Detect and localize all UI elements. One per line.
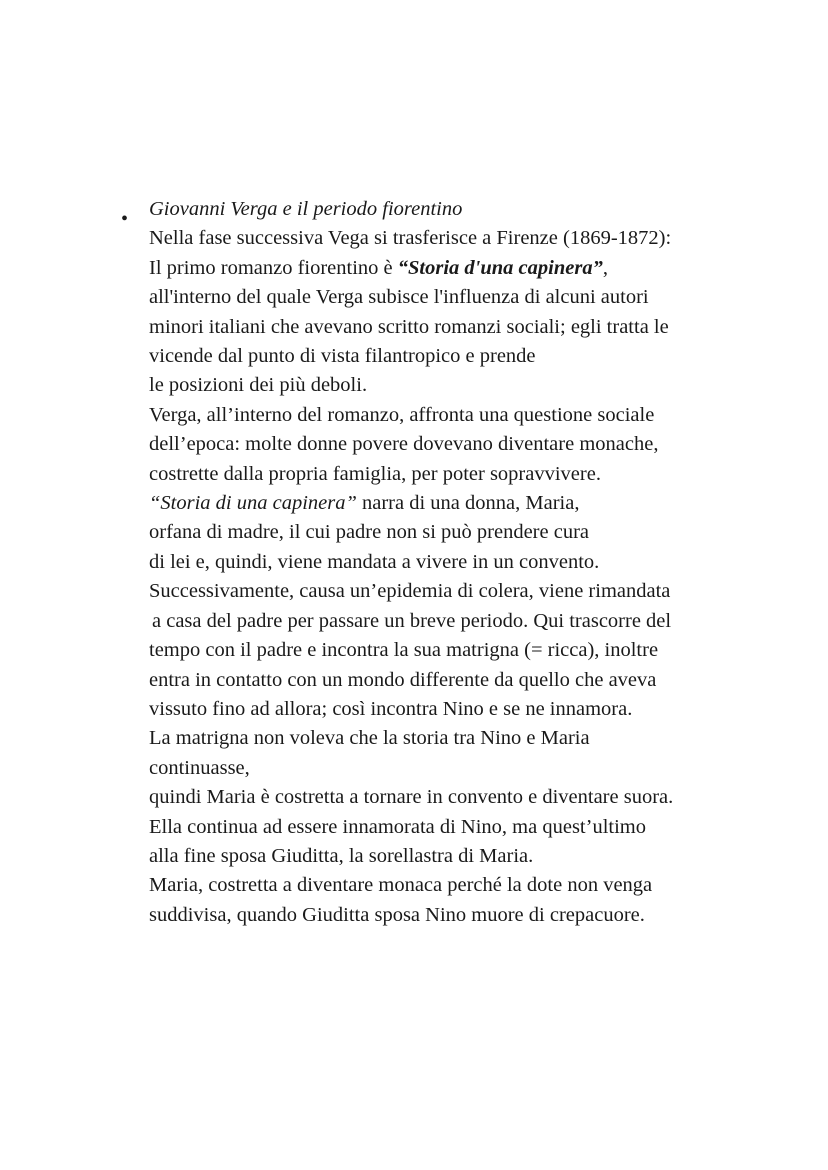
text-line: entra in contatto con un mondo differente da quello che aveva [149, 668, 657, 691]
text-line: orfana di madre, il cui padre non si può prendere cura [149, 521, 589, 544]
text-line: suddivisa, quando Giuditta sposa Nino muore di crepacuore. [149, 903, 645, 926]
text-line: vissuto fino ad allora; così incontra Nino e se ne innamora. [149, 697, 633, 720]
text-line: le posizioni dei più deboli. [149, 374, 368, 397]
bullet-marker: • [121, 208, 129, 230]
text-segment: Il primo romanzo fiorentino è [149, 256, 398, 279]
text-line: a casa del padre per passare un breve periodo. Qui trascorre del [152, 609, 672, 632]
text-line: minori italiani che avevano scritto romanzi sociali; egli tratta le [149, 315, 669, 338]
text-line: Maria, costretta a diventare monaca perché la dote non venga [149, 874, 653, 897]
text-line: continuasse, [149, 756, 250, 779]
text-line: dell’epoca: molte donne povere dovevano diventare monache, [149, 433, 659, 456]
text-line: all'interno del quale Verga subisce l'influenza di alcuni autori [149, 286, 649, 309]
text-line: Ella continua ad essere innamorata di Nino, ma quest’ultimo [149, 815, 646, 838]
novel-title: “Storia d'una capinera” [397, 256, 603, 279]
text-line: tempo con il padre e incontra la sua matrigna (= ricca), inoltre [149, 639, 659, 662]
text-line: quindi Maria è costretta a tornare in convento e diventare suora. [149, 786, 674, 809]
text-line: vicende dal punto di vista filantropico e prende [149, 345, 536, 368]
text-line: Successivamente, causa un’epidemia di colera, viene rimandata [149, 580, 671, 603]
text-segment: , [602, 256, 608, 279]
text-line: costrette dalla propria famiglia, per poter sopravvivere. [149, 462, 601, 485]
text-line: di lei e, quindi, viene mandata a vivere in un convento. [149, 550, 600, 573]
text-line: Verga, all’interno del romanzo, affronta una questione sociale [149, 403, 655, 426]
text-line: La matrigna non voleva che la storia tra Nino e Maria [149, 727, 590, 750]
text-segment: narra di una donna, Maria, [356, 492, 580, 515]
text-line [149, 489, 789, 518]
text-line: alla fine sposa Giuditta, la sorellastra di Maria. [149, 844, 534, 867]
novel-title: “Storia di una capinera” [149, 492, 357, 515]
section-heading: Giovanni Verga e il periodo fiorentino [149, 198, 463, 220]
bullet-item-content [149, 195, 789, 930]
text-line [149, 254, 789, 283]
text-line: Nella fase successiva Vega si trasferisce a Firenze (1869-1872): [149, 227, 672, 250]
